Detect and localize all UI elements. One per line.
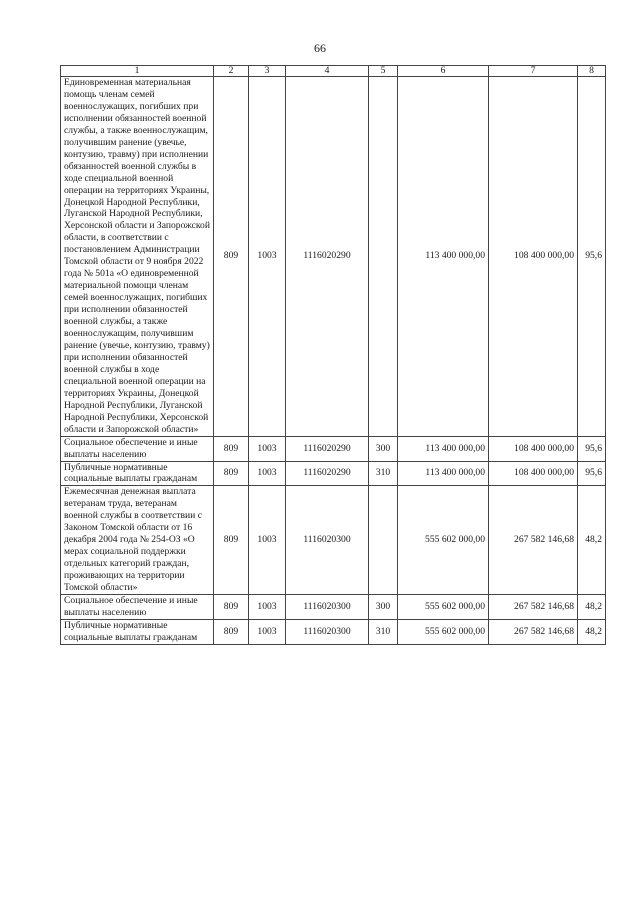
executed-amount: 108 400 000,00 (489, 461, 578, 486)
executed-amount: 267 582 146,68 (489, 619, 578, 644)
table-row (61, 77, 606, 437)
budget-table (60, 65, 606, 645)
section-code: 1003 (249, 619, 286, 644)
section-code: 1003 (249, 594, 286, 619)
execution-percent: 48,2 (578, 486, 606, 595)
target-article-code: 1116020290 (286, 77, 369, 437)
page-number: 66 (314, 41, 326, 55)
section-code: 1003 (249, 436, 286, 461)
executed-amount: 108 400 000,00 (489, 77, 578, 437)
expense-type-code: 300 (369, 436, 398, 461)
executed-amount: 108 400 000,00 (489, 436, 578, 461)
column-header: 6 (398, 66, 489, 77)
target-article-code: 1116020290 (286, 461, 369, 486)
ministry-code: 809 (214, 619, 249, 644)
planned-amount: 113 400 000,00 (398, 461, 489, 486)
table-row (61, 486, 606, 595)
column-header: 8 (578, 66, 606, 77)
planned-amount: 555 602 000,00 (398, 594, 489, 619)
target-article-code: 1116020300 (286, 594, 369, 619)
planned-amount: 113 400 000,00 (398, 77, 489, 437)
ministry-code: 809 (214, 436, 249, 461)
ministry-code: 809 (214, 77, 249, 437)
target-article-code: 1116020290 (286, 436, 369, 461)
execution-percent: 48,2 (578, 594, 606, 619)
target-article-code: 1116020300 (286, 619, 369, 644)
planned-amount: 555 602 000,00 (398, 619, 489, 644)
column-header: 1 (61, 66, 214, 77)
column-header: 3 (249, 66, 286, 77)
expense-type-code (369, 77, 398, 437)
ministry-code: 809 (214, 461, 249, 486)
section-code: 1003 (249, 461, 286, 486)
row-name: Единовременная материальная помощь членам семей военнослужащих, погибших при исполнении обязанностей военной службы, а также военнослужащим, получившим ранение (увечье, контузию, травму) при исполнении обязанностей военной службы в ходе специальной военной операции на территориях Украины, Донецкой Народной Республики, Луганской Народной Республики, Херсонской области и Запорожской области, в соответствии с постановлением Администрации Томской области от 9 ноября 2022 года № 501а «О единовременной материальной помощи членам семей военнослужащих, погибших при исполнении обязанностей военной службы, а также военнослужащим, получившим ранение (увечье, контузию, травму) при исполнении обязанностей военной службы в ходе специальной военной операции на территориях Украины, Донецкой Народной Республики, Луганской Народной Республики, Херсонской области и Запорожской области» (61, 77, 214, 437)
row-name: Социальное обеспечение и иные выплаты населению (61, 594, 214, 619)
table-row (61, 461, 606, 486)
expense-type-code: 310 (369, 619, 398, 644)
executed-amount: 267 582 146,68 (489, 486, 578, 595)
expense-type-code: 300 (369, 594, 398, 619)
planned-amount: 555 602 000,00 (398, 486, 489, 595)
planned-amount: 113 400 000,00 (398, 436, 489, 461)
column-number-row (61, 66, 606, 77)
row-name: Ежемесячная денежная выплата ветеранам труда, ветеранам военной службы в соответствии с Законом Томской области от 16 декабря 2004 года № 254-ОЗ «О мерах социальной поддержки отдельных категорий граждан, проживающих на территории Томской области» (61, 486, 214, 595)
row-name: Публичные нормативные социальные выплаты гражданам (61, 619, 214, 644)
execution-percent: 48,2 (578, 619, 606, 644)
column-header: 7 (489, 66, 578, 77)
execution-percent: 95,6 (578, 436, 606, 461)
table-row (61, 619, 606, 644)
column-header: 4 (286, 66, 369, 77)
expense-type-code: 310 (369, 461, 398, 486)
ministry-code: 809 (214, 486, 249, 595)
executed-amount: 267 582 146,68 (489, 594, 578, 619)
target-article-code: 1116020300 (286, 486, 369, 595)
execution-percent: 95,6 (578, 461, 606, 486)
table-row (61, 436, 606, 461)
row-name: Публичные нормативные социальные выплаты гражданам (61, 461, 214, 486)
expense-type-code (369, 486, 398, 595)
table-row (61, 594, 606, 619)
row-name: Социальное обеспечение и иные выплаты населению (61, 436, 214, 461)
column-header: 5 (369, 66, 398, 77)
column-header: 2 (214, 66, 249, 77)
section-code: 1003 (249, 486, 286, 595)
section-code: 1003 (249, 77, 286, 437)
ministry-code: 809 (214, 594, 249, 619)
execution-percent: 95,6 (578, 77, 606, 437)
